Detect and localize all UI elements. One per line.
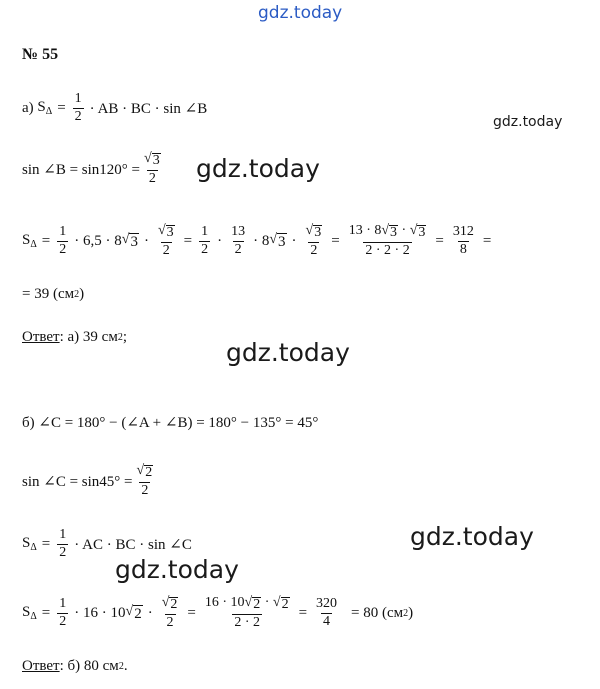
part-a-formula [22,92,207,124]
fraction-one-half: $\frac{1}{2}$ [74,91,82,124]
answer-label-a: Ответ [22,329,60,345]
fraction-sqrt3-over-2: √ 3 2 [144,151,160,186]
part-a-label: а) [22,99,34,116]
part-b-angle-line: б) ∠C = 180° − (∠A + ∠B) = 180° − 135° = 45° [22,415,319,431]
watermark-right-small: gdz.today [493,114,563,130]
sin-c-line: sin ∠C = sin45° = √ 2 2 [22,464,157,498]
part-b-answer: Ответ : б) 80 см 2 . [22,658,128,674]
sin-b-lhs: sin ∠B = sin120° = [22,161,141,178]
area-symbol: $S_\Delta$ [37,99,53,118]
part-a-answer: Ответ : а) 39 см 2 ; [22,329,128,345]
formula-terms: · AB · BC · sin ∠B [89,100,208,117]
watermark-left-lower: gdz.today [115,555,239,584]
watermark-mid-2: gdz.today [226,338,350,367]
watermark-top: gdz.today [258,3,343,23]
fraction-big-b: 16 · 10 √ 2 · √ 2 2 · 2 [204,595,289,630]
part-a-result: = 39 (см 2 ) [22,286,85,302]
fraction-big-a: 13 · 8 √ 3 · √ 3 2 · 2 · 2 [348,223,426,258]
answer-label-b: Ответ [22,658,60,674]
part-b-calculation: $S_\Delta$ = $\frac{1}{2}$ · 16 · 10 √ 2 · √ 2 2 = 16 · 10 √ 2 · √ 2 2 · 2 = $\frac{320}{4}$ = 80 (см 2 ) [22,595,414,630]
sin-b-line [22,152,165,186]
watermark-right-large: gdz.today [410,522,534,551]
problem-number: № 55 [22,46,59,63]
fraction-sqrt2-over-2: √ 2 2 [136,463,153,498]
part-b-formula: $S_\Delta$ = $\frac{1}{2}$ · AC · BC · sin ∠C [22,527,192,560]
part-a-calculation: $S_\Delta$ = $\frac{1}{2}$ · 6,5 · 8 √ 3 · √ 3 2 = $\frac{1}{2}$ · $\frac{13}{2}$ · 8 √ 3 · √ 3 2 = 13 · 8 √ 3 · √ 3 2 · 2 · 2 = $\frac{312}{8}$ = [22,223,492,258]
watermark-mid-1: gdz.today [196,154,320,183]
equals-sign: = [57,99,66,116]
